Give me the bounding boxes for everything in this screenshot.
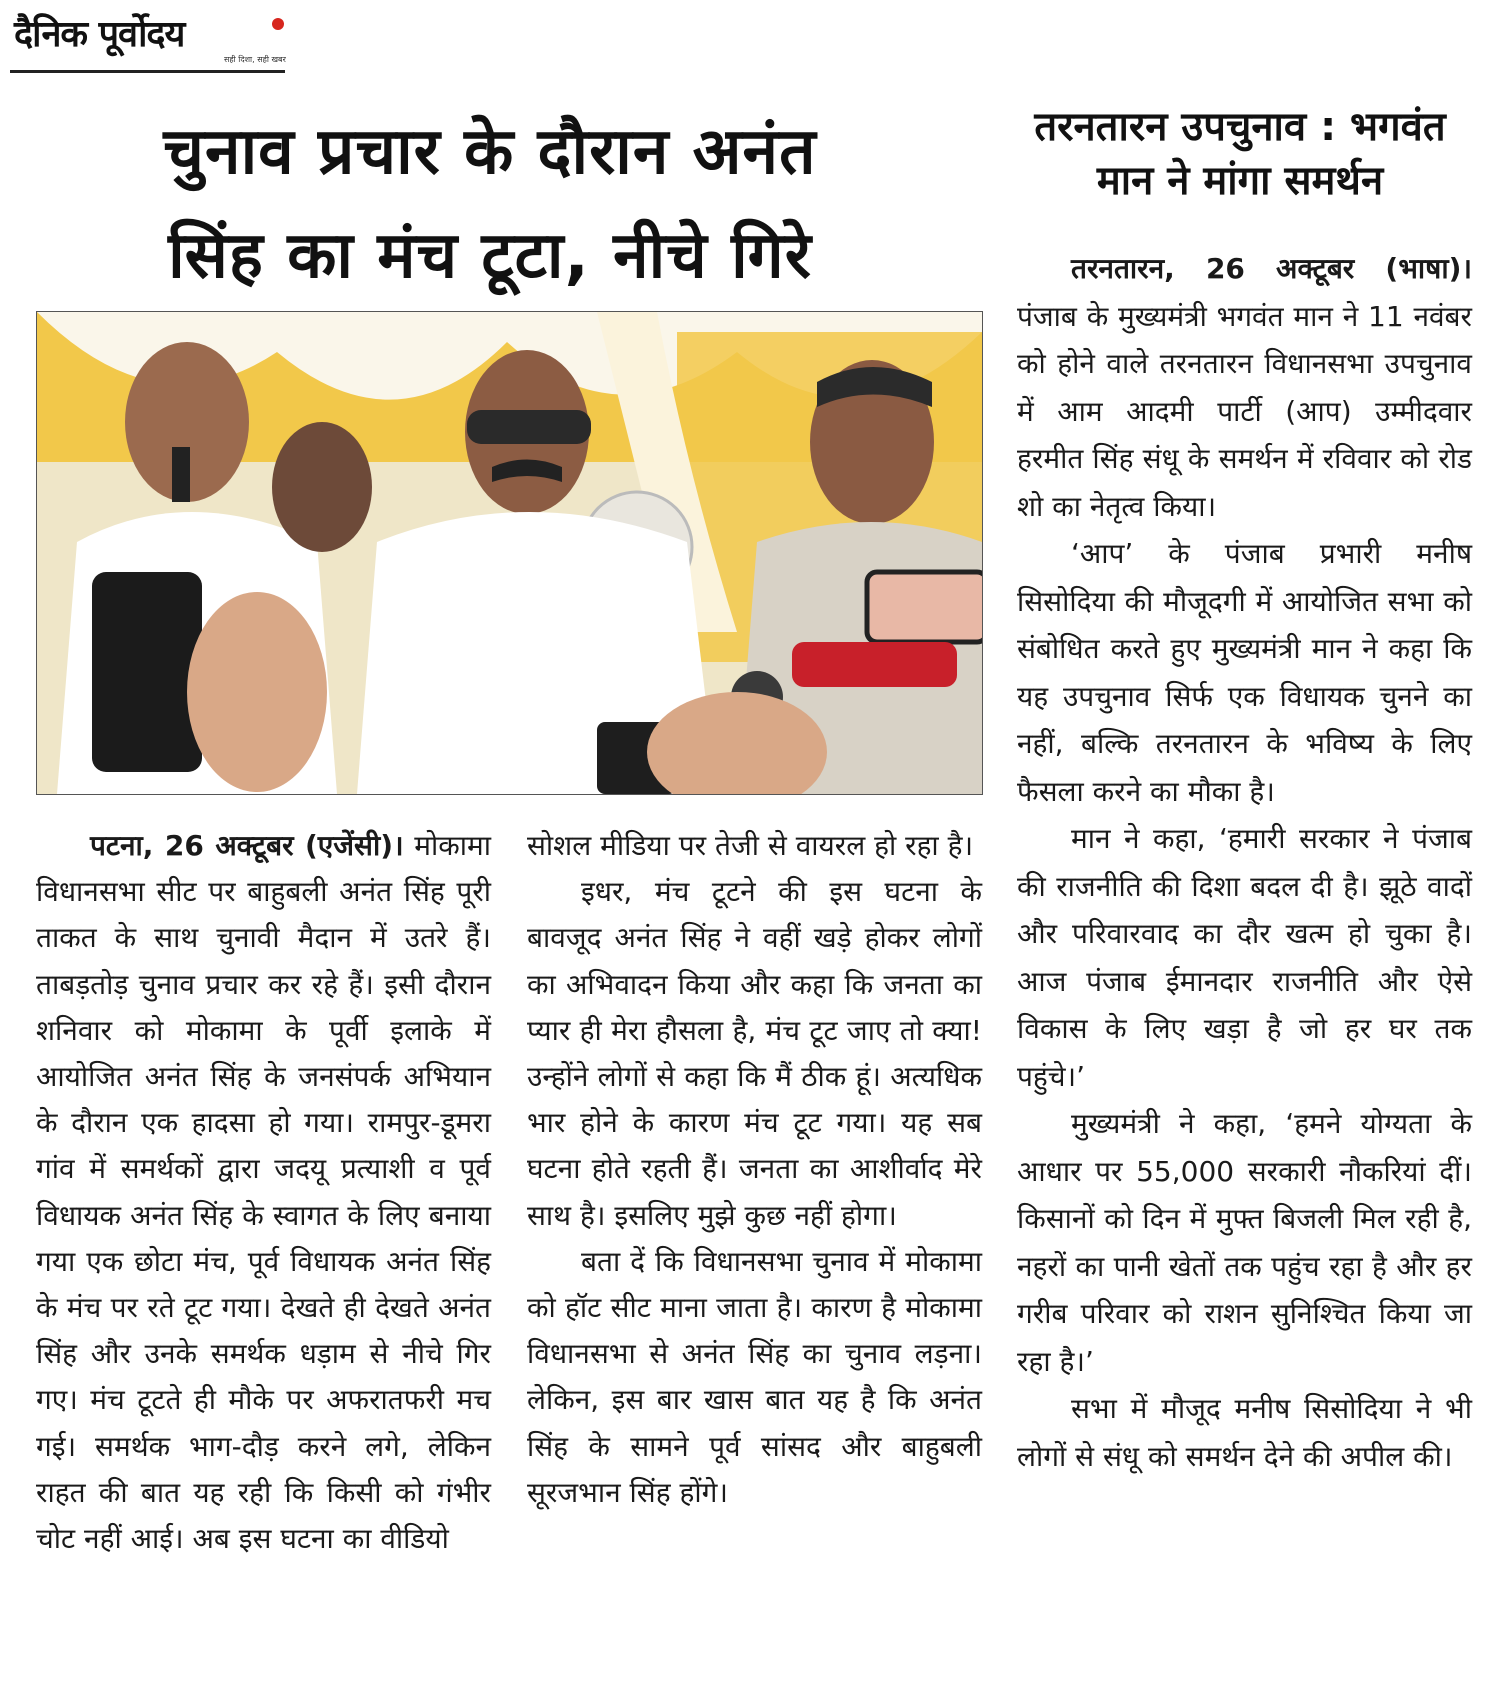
main-headline bbox=[40, 100, 940, 308]
side-story-column bbox=[1017, 245, 1472, 1480]
logo-dot-icon bbox=[272, 18, 284, 30]
side-headline-line-1: तरनतारन उपचुनाव : भगवंत bbox=[1034, 104, 1446, 150]
side-story-para1-text: पंजाब के मुख्यमंत्री भगवंत मान ने 11 नवंबर को होने वाले तरनतारन विधानसभा उपचुनाव में आम आदमी पार्टी (आप) उम्मीदवार हरमीत सिंह संधू के समर्थन में रविवार को रोड शो का नेतृत्व किया। bbox=[1017, 299, 1472, 523]
main-story-column-2 bbox=[527, 823, 982, 1516]
main-story-paragraph-2: सोशल मीडिया पर तेजी से वायरल हो रहा है। bbox=[527, 829, 974, 862]
side-story-paragraph-5: सभा में मौजूद मनीष सिसोदिया ने भी लोगों से संधू को समर्थन देने की अपील की। bbox=[1017, 1392, 1472, 1473]
main-headline-line-2: सिंह का मंच टूटा, नीचे गिरे bbox=[168, 219, 812, 293]
news-photo bbox=[36, 311, 983, 795]
masthead-rule bbox=[10, 70, 285, 73]
main-story-paragraph-1 bbox=[36, 823, 491, 1562]
side-story-dateline: तरनतारन, 26 अक्टूबर (भाषा)। bbox=[1071, 252, 1472, 285]
masthead-tagline: सही दिशा, सही खबर bbox=[224, 55, 286, 64]
main-story-col1-text: मोकामा विधानसभा सीट पर बाहुबली अनंत सिंह पूरी ताकत के साथ चुनावी मैदान में उतरे हैं। ताबड़तोड़ चुनाव प्रचार कर रहे हैं। इसी दौरान शनिवार को मोकामा के पूर्वी इलाके में आयोजित अनंत सिंह के जनसंपर्क अभियान के दौरान एक हादसा हो गया। रामपुर-डूमरा गांव में समर्थकों द्वारा जदयू प्रत्याशी व पूर्व विधायक अनंत सिंह के स्वागत के लिए बनाया गया एक छोटा मंच, पूर्व विधायक अनंत सिंह के मंच पर रते टूट गया। देखते ही देखते अनंत सिंह और उनके समर्थक धड़ाम से नीचे गिर गए। मंच टूटते ही मौके पर अफरातफरी मच गई। समर्थक भाग-दौड़ करने लगे, लेकिन राहत की बात यह रही कि किसी को गंभीर चोट नहीं आई। अब इस घटना का वीडियो bbox=[36, 829, 491, 1556]
main-story-paragraph-3: इधर, मंच टूटने की इस घटना के बावजूद अनंत सिंह ने वहीं खड़े होकर लोगों का अभिवादन किया और कहा कि जनता का प्यार ही मेरा हौसला है, मंच टूट जाए तो क्या! उन्होंने लोगों से कहा कि मैं ठीक हूं। अत्यधिक भार होने के कारण मंच टूट गया। यह सब घटना होते रहती हैं। जनता का आशीर्वाद मेरे साथ है। इसलिए मुझे कुछ नहीं होगा। bbox=[527, 875, 982, 1232]
side-story-paragraph-4: मुख्यमंत्री ने कहा, ‘हमने योग्यता के आधार पर 55,000 सरकारी नौकरियां दीं। किसानों को दिन में मुफ्त बिजली मिल रही है, नहरों का पानी खेतों तक पहुंच रहा है और हर गरीब परिवार को राशन सुनिश्चित किया जा रहा है।’ bbox=[1017, 1107, 1472, 1378]
side-headline bbox=[1010, 100, 1470, 208]
side-story-paragraph-3: मान ने कहा, ‘हमारी सरकार ने पंजाब की राजनीति की दिशा बदल दी है। झूठे वादों और परिवारवाद का दौर खत्म हो चुका है। आज पंजाब ईमानदार राजनीति और ऐसे विकास के लिए खड़ा है जो हर घर तक पहुंचे।’ bbox=[1017, 822, 1472, 1093]
main-story-column-1 bbox=[36, 823, 491, 1562]
main-headline-line-1: चुनाव प्रचार के दौरान अनंत bbox=[163, 115, 817, 189]
side-story-paragraph-1 bbox=[1017, 245, 1472, 530]
main-story-dateline: पटना, 26 अक्टूबर (एजेंसी)। bbox=[90, 829, 404, 862]
news-photo-illustration bbox=[37, 312, 982, 794]
side-story-paragraph-2: ‘आप’ के पंजाब प्रभारी मनीष सिसोदिया की मौजूदगी में आयोजित सभा को संबोधित करते हुए मुख्यमंत्री मान ने कहा कि यह उपचुनाव सिर्फ एक विधायक चुनने का नहीं, बल्कि तरनतारन के भविष्य के लिए फैसला करने का मौका है। bbox=[1017, 537, 1472, 808]
main-story-paragraph-4: बता दें कि विधानसभा चुनाव में मोकामा को हॉट सीट माना जाता है। कारण है मोकामा विधानसभा से अनंत सिंह का चुनाव लड़ना। लेकिन, इस बार खास बात यह है कि अनंत सिंह के सामने पूर्व सांसद और बाहुबली सूरजभान सिंह होंगे। bbox=[527, 1244, 982, 1509]
masthead bbox=[10, 6, 285, 72]
newspaper-logo: दैनिक पूर्वोदय bbox=[14, 14, 185, 55]
side-headline-line-2: मान ने मांगा समर्थन bbox=[1096, 158, 1384, 204]
